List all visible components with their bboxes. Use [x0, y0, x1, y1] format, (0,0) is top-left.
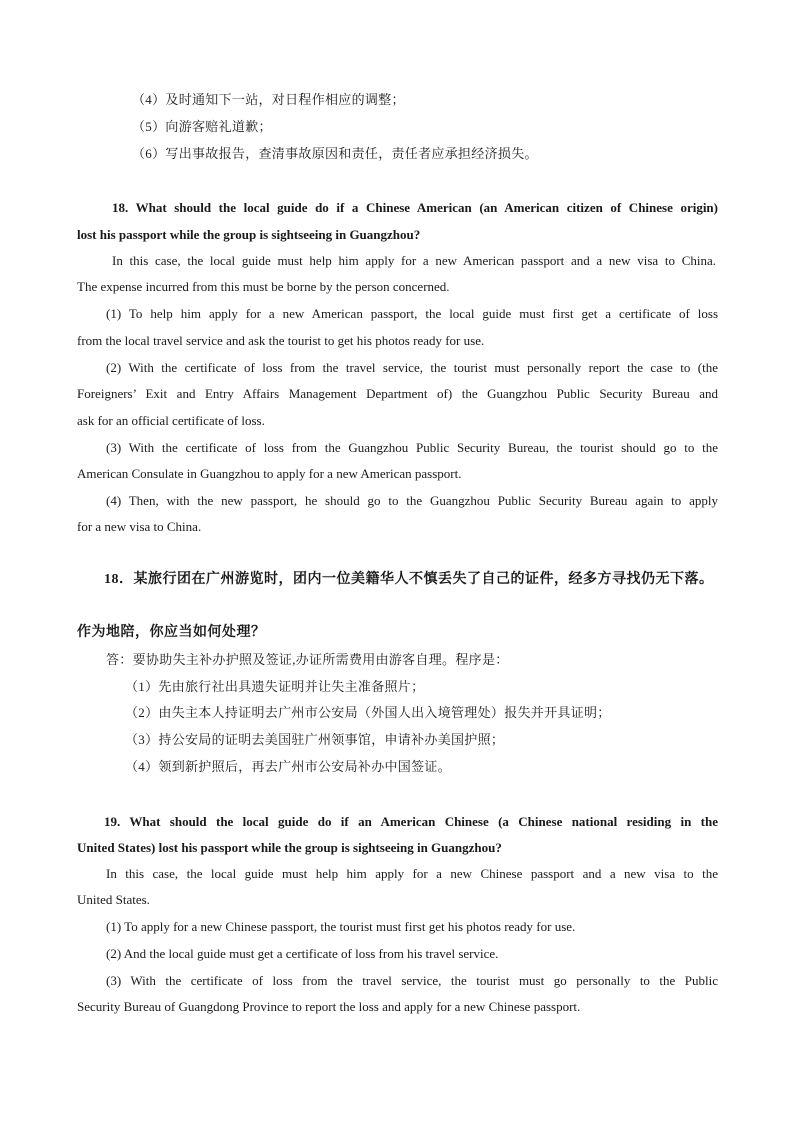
q19-en-step2: (2) And the local guide must get a certificate of loss from his travel service.: [106, 946, 499, 961]
q18-cn-answer: 答：要协助失主补办护照及签证,办证所需费用由游客自理。程序是：: [106, 652, 509, 667]
q19-en-title-line1: 19. What should the local guide do if an American Chinese (a Chinese national residing in the: [104, 814, 718, 829]
q18-en-step4-line2: for a new visa to China.: [77, 519, 202, 534]
q18-cn-step-1: （1）先由旅行社出具遗失证明并让失主准备照片；: [125, 679, 425, 694]
q18-en-step2-line1: (2) With the certificate of loss from the travel service, the tourist must personally report the case to (the: [106, 360, 718, 375]
q18-cn-step-2: （2）由失主本人持证明去广州市公安局（外国人出入境管理处）报失并开具证明；: [125, 705, 611, 720]
cn-step-5: （5）向游客赔礼道歉；: [132, 119, 272, 134]
cn-step-4: （4）及时通知下一站，对日程作相应的调整；: [132, 92, 405, 107]
q19-en-title-line2: United States) lost his passport while the group is sightseeing in Guangzhou?: [77, 840, 502, 855]
q19-en-intro-line2: United States.: [77, 892, 150, 907]
q19-en-intro-line1: In this case, the local guide must help him apply for a new Chinese passport and a new visa to the: [106, 866, 718, 881]
q18-cn-step-4: （4）领到新护照后，再去广州市公安局补办中国签证。: [125, 759, 452, 774]
q18-cn-title-line2: 作为地陪，你应当如何处理？: [77, 625, 266, 640]
q18-en-step3-line1: (3) With the certificate of loss from the Guangzhou Public Security Bureau, the tourist should go to the: [106, 440, 718, 455]
q18-en-step2-line3: ask for an official certificate of loss.: [77, 413, 265, 428]
q18-en-step1-line1: (1) To help him apply for a new American passport, the local guide must first get a certificate of loss: [106, 306, 718, 321]
q18-en-step1-line2: from the local travel service and ask the tourist to get his photos ready for use.: [77, 333, 485, 348]
q18-en-title-line1: 18. What should the local guide do if a Chinese American (an American citizen of Chinese origin): [112, 200, 718, 215]
q18-cn-step-3: （3）持公安局的证明去美国驻广州领事馆，申请补办美国护照；: [125, 732, 505, 747]
q18-en-step3-line2: American Consulate in Guangzhou to apply for a new American passport.: [77, 466, 462, 481]
q19-en-step1: (1) To apply for a new Chinese passport, the tourist must first get his photos ready for use.: [106, 919, 576, 934]
q18-en-intro-line2: The expense incurred from this must be borne by the person concerned.: [77, 279, 450, 294]
cn-step-6: （6）写出事故报告，查清事故原因和责任，责任者应承担经济损失。: [132, 146, 538, 161]
q18-en-step4-line1: (4) Then, with the new passport, he should go to the Guangzhou Public Security Bureau again to apply: [106, 493, 718, 508]
q18-en-title-line2: lost his passport while the group is sightseeing in Guangzhou?: [77, 227, 421, 242]
q18-cn-title-line1: 18．某旅行团在广州游览时，团内一位美籍华人不慎丢失了自己的证件，经多方寻找仍无下落。: [104, 572, 714, 587]
q19-en-step3-line1: (3) With the certificate of loss from the travel service, the tourist must go personally to the Public: [106, 973, 718, 988]
q18-en-intro-line1: In this case, the local guide must help him apply for a new American passport and a new visa to China.: [112, 253, 716, 268]
q18-en-step2-line2: Foreigners’ Exit and Entry Affairs Management Department of) the Guangzhou Public Security Bureau and: [77, 386, 718, 401]
q19-en-step3-line2: Security Bureau of Guangdong Province to report the loss and apply for a new Chinese passport.: [77, 999, 581, 1014]
